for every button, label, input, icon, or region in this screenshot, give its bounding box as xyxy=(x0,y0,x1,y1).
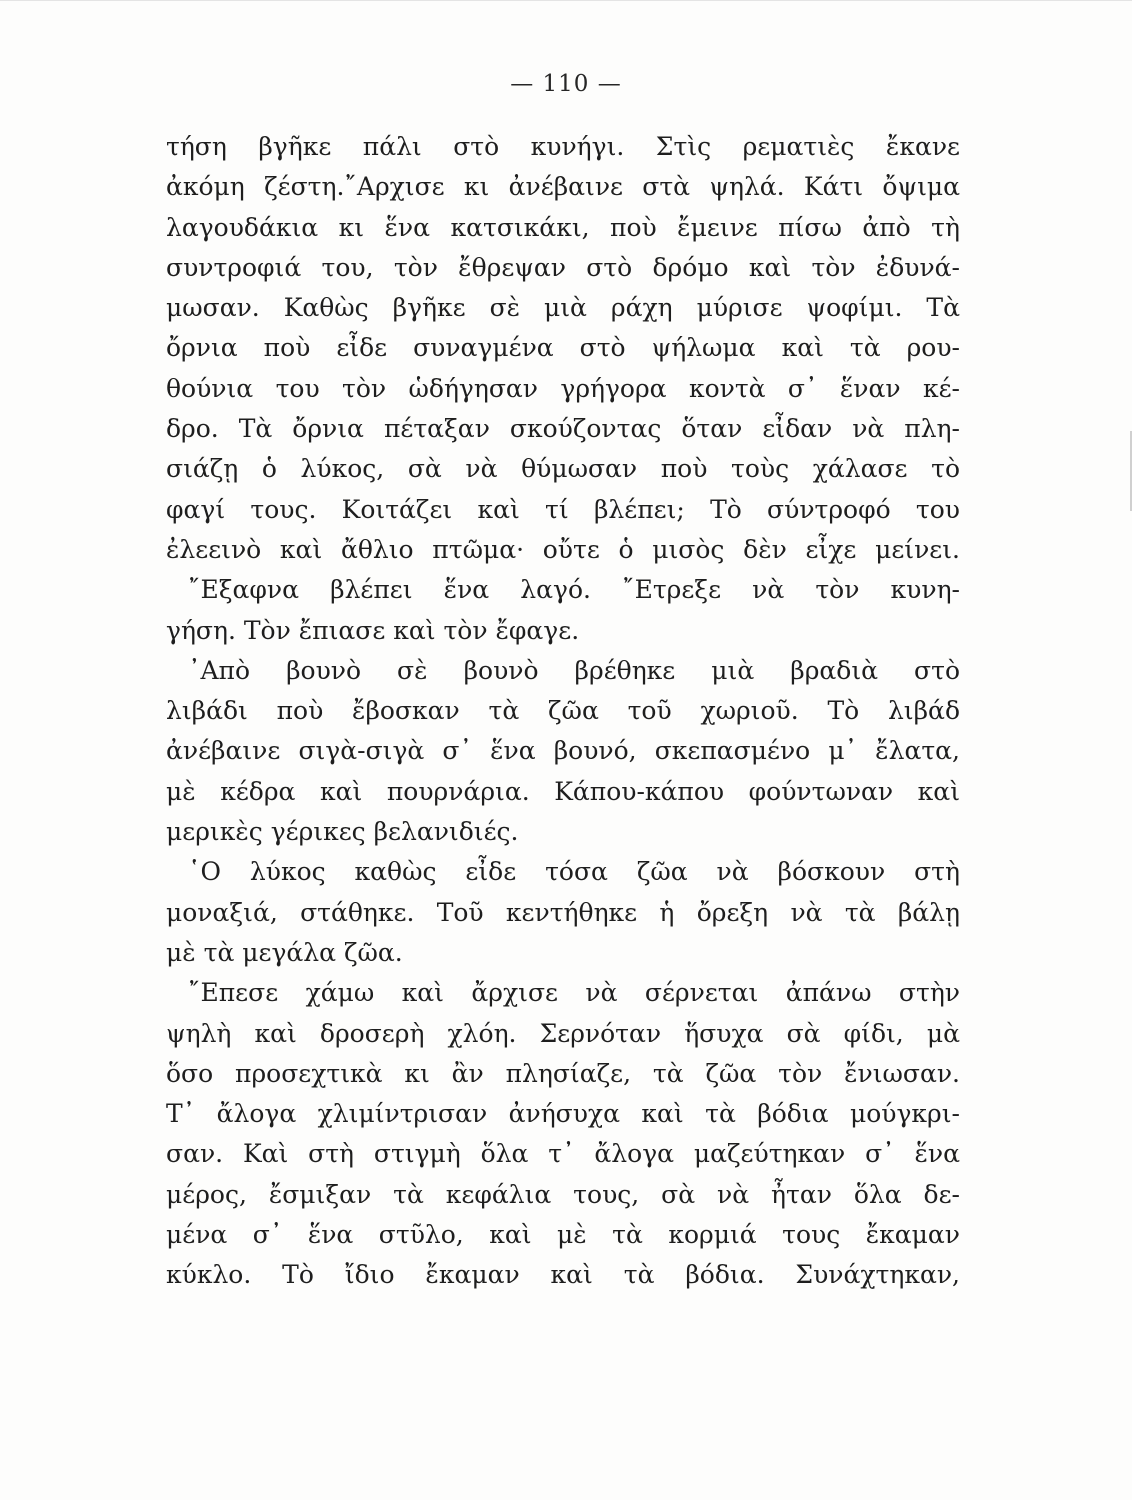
text-line: ὄρνια ποὺ εἶδε συναγμένα στὸ ψήλωμα καὶ τὰ ρου- xyxy=(166,333,960,363)
text-line: μὲ τὰ μεγάλα ζῶα. xyxy=(166,937,403,967)
text-line: Τ᾽ ἄλογα χλιμίντρισαν ἀνήσυχα καὶ τὰ βόδια μούγκρι- xyxy=(166,1099,960,1129)
text-line: λιβάδι ποὺ ἔβοσκαν τὰ ζῶα τοῦ χωριοῦ. Τὸ λιβάδ xyxy=(166,696,960,726)
page-number: — 110 — xyxy=(510,71,622,97)
text-line: μερικὲς γέρικες βελανιδιές. xyxy=(166,817,519,847)
text-line: ἀνέβαινε σιγὰ-σιγὰ σ᾽ ἕνα βουνό, σκεπασμένο μ᾽ ἔλατα, xyxy=(166,736,960,766)
text-line: κύκλο. Τὸ ἴδιο ἔκαμαν καὶ τὰ βόδια. Συνάχτηκαν, xyxy=(166,1260,960,1290)
text-line: ἐλεεινὸ καὶ ἄθλιο πτῶμα· οὔτε ὁ μισὸς δὲν εἶχε μείνει. xyxy=(166,534,960,564)
text-line: μένα σ᾽ ἕνα στῦλο, καὶ μὲ τὰ κορμιά τους ἔκαμαν xyxy=(166,1220,960,1250)
text-line: συντροφιά του, τὸν ἔθρεψαν στὸ δρόμο καὶ τὸν ἐδυνά- xyxy=(166,252,960,282)
text-line: μὲ κέδρα καὶ πουρνάρια. Κάπου-κάπου φούντωναν καὶ xyxy=(166,776,960,806)
text-line: ἀκόμη ζέστη.῎Αρχισε κι ἀνέβαινε στὰ ψηλά. Κάτι ὄψιμα xyxy=(166,172,960,202)
body-text xyxy=(166,127,960,1296)
text-line: σαν. Καὶ στὴ στιγμὴ ὅλα τ᾽ ἄλογα μαζεύτηκαν σ᾽ ἕνα xyxy=(166,1139,960,1169)
text-line: ῾Ο λύκος καθὼς εἶδε τόσα ζῶα νὰ βόσκουν στὴ xyxy=(188,857,960,887)
text-line: ῎Επεσε χάμω καὶ ἄρχισε νὰ σέρνεται ἀπάνω στὴν xyxy=(188,978,960,1008)
text-line: ὅσο προσεχτικὰ κι ἂν πλησίαζε, τὰ ζῶα τὸν ἔνιωσαν. xyxy=(166,1058,960,1088)
text-line: ψηλὴ καὶ δροσερὴ χλόη. Σερνόταν ἥσυχα σὰ φίδι, μὰ xyxy=(166,1018,960,1048)
text-line: ῎Εξαφνα βλέπει ἕνα λαγό. ῎Ετρεξε νὰ τὸν κυνη- xyxy=(188,575,960,605)
text-line: ᾽Απὸ βουνὸ σὲ βουνὸ βρέθηκε μιὰ βραδιὰ στὸ xyxy=(188,655,960,685)
text-line: τήση βγῆκε πάλι στὸ κυνήγι. Στὶς ρεματιὲς ἔκανε xyxy=(166,132,960,161)
text-line: μωσαν. Καθὼς βγῆκε σὲ μιὰ ράχη μύρισε ψοφίμι. Τὰ xyxy=(166,293,960,323)
text-line: σιάζῃ ὁ λύκος, σὰ νὰ θύμωσαν ποὺ τοὺς χάλασε τὸ xyxy=(166,454,960,484)
text-line: μοναξιά, στάθηκε. Τοῦ κεντήθηκε ἡ ὄρεξη νὰ τὰ βάλῃ xyxy=(166,897,960,927)
text-line: φαγί τους. Κοιτάζει καὶ τί βλέπει; Τὸ σύντροφό του xyxy=(166,494,960,524)
text-line: γήση. Τὸν ἔπιασε καὶ τὸν ἔφαγε. xyxy=(166,615,580,645)
text-line: μέρος, ἔσμιξαν τὰ κεφάλια τους, σὰ νὰ ἦταν ὅλα δε- xyxy=(166,1179,960,1209)
text-line: λαγουδάκια κι ἕνα κατσικάκι, ποὺ ἔμεινε πίσω ἀπὸ τὴ xyxy=(166,212,960,242)
text-line: δρο. Τὰ ὄρνια πέταξαν σκούζοντας ὅταν εἶδαν νὰ πλη- xyxy=(166,414,960,444)
text-line: θούνια του τὸν ὡδήγησαν γρήγορα κοντὰ σ᾽ ἕναν κέ- xyxy=(166,373,960,403)
